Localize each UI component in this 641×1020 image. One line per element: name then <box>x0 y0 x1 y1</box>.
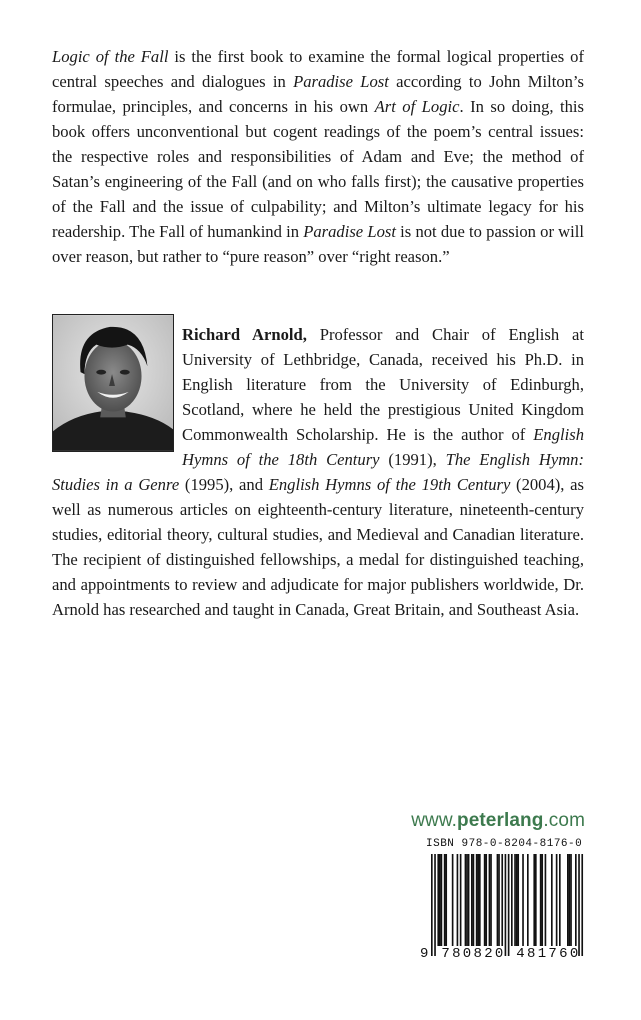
barcode-bar <box>490 854 492 946</box>
barcode-bar <box>465 854 467 946</box>
author-name: Richard Arnold, <box>182 325 307 344</box>
barcode-bar <box>484 854 486 946</box>
barcode-digits: 9 780820 481760 <box>420 946 581 962</box>
barcode-bar <box>476 854 478 946</box>
barcode-bar <box>541 854 543 946</box>
barcode-bar <box>556 854 558 946</box>
bio-text: Professor and Chair of English at University of Lethbridge, Canada, received his Ph.D. in English literature from the University of Edinburgh, Scotland, where he held the prestigious United Kingdom Commonwealth Scholarship. He is the author of <box>182 325 584 444</box>
barcode-bar <box>545 854 547 946</box>
barcode-bar <box>441 854 443 946</box>
book-title: The English Hymn: Studies in a Genre <box>52 450 584 494</box>
barcode-bar <box>569 854 571 946</box>
barcode-bar <box>444 854 446 946</box>
barcode-bar <box>437 854 439 946</box>
barcode-bar <box>501 854 503 946</box>
work-title: Paradise Lost <box>303 222 396 241</box>
barcode-bar <box>511 854 513 946</box>
web-name: peterlang <box>457 810 544 831</box>
barcode-bar <box>485 854 487 946</box>
description-text: according to John Milton’s formulae, principles, and concerns in his own <box>52 72 584 116</box>
barcode-bar <box>468 854 470 946</box>
barcode-bar <box>489 854 491 946</box>
work-title: Art of Logic <box>374 97 460 116</box>
barcode-bar <box>479 854 481 946</box>
description-text: is not due to passion or will over reason, but rather to “pure reason” over “right reason.” <box>52 222 584 266</box>
barcode-bar <box>578 854 580 956</box>
barcode-bar <box>533 854 535 946</box>
barcode-bar <box>522 854 524 946</box>
publisher-website[interactable] <box>411 810 585 832</box>
barcode-bar <box>517 854 519 946</box>
barcode-bar <box>439 854 441 946</box>
barcode-bar <box>457 854 459 946</box>
bio-text: (2004), as well as numerous articles on eighteenth-century literature, nineteenth-century studies, editorial theory, cultural studies, and Medieval and Canadian literature. The recipient of distinguished fellowships, a medal for distinguished teaching, and appointments to review and adjudicate for major publishers worldwide, Dr. Arnold has researched and taught in Canada, Great Britain, and Southeast Asia. <box>52 475 584 619</box>
barcode-bar <box>497 854 499 946</box>
web-prefix: www. <box>411 810 457 831</box>
barcode-bar <box>575 854 577 946</box>
description-text: . In so doing, this book offers unconventional but cogent readings of the poem’s central issues: the respective roles and responsibilities of Adam and Eve; the method of Satan’s engineering of the Fall (and on who falls first); the causative properties of the Fall and the issue of culpability; and Milton’s ultimate legacy for his readership. The Fall of humankind in <box>52 97 584 241</box>
barcode-bar <box>508 854 510 956</box>
barcode-bar <box>581 854 583 956</box>
web-suffix: .com <box>543 810 585 831</box>
barcode-bar <box>551 854 553 946</box>
author-photo <box>52 314 174 452</box>
barcode-bar <box>452 854 454 946</box>
description-text: is the first book to examine the formal logical properties of central speeches and dialogues in <box>52 47 584 91</box>
barcode-bar <box>527 854 529 946</box>
author-bio-section <box>52 314 584 622</box>
barcode-bar <box>570 854 572 946</box>
barcode-bar <box>434 854 436 956</box>
book-description <box>52 44 584 269</box>
barcode-bar <box>466 854 468 946</box>
barcode-bar <box>498 854 500 946</box>
barcode-bar <box>460 854 462 946</box>
barcode-bar <box>431 854 433 956</box>
barcode-bar <box>473 854 475 946</box>
barcode-bar <box>559 854 561 946</box>
book-title: English Hymns of the 18th Century <box>182 425 584 469</box>
barcode-bar <box>445 854 447 946</box>
barcode-bar <box>516 854 518 946</box>
work-title: Paradise Lost <box>293 72 389 91</box>
book-title: Logic of the Fall <box>52 47 169 66</box>
barcode-bar <box>535 854 537 946</box>
bio-text: (1991), <box>379 450 446 469</box>
barcode-bar <box>471 854 473 946</box>
bio-text: (1995), and <box>179 475 269 494</box>
barcode-bar <box>567 854 569 946</box>
barcode-bar <box>514 854 516 946</box>
barcode-bar <box>540 854 542 946</box>
barcode-bar <box>505 854 507 956</box>
barcode-bar <box>477 854 479 946</box>
book-title: English Hymns of the 19th Century <box>268 475 511 494</box>
isbn-label: ISBN 978-0-8204-8176-0 <box>426 838 583 850</box>
